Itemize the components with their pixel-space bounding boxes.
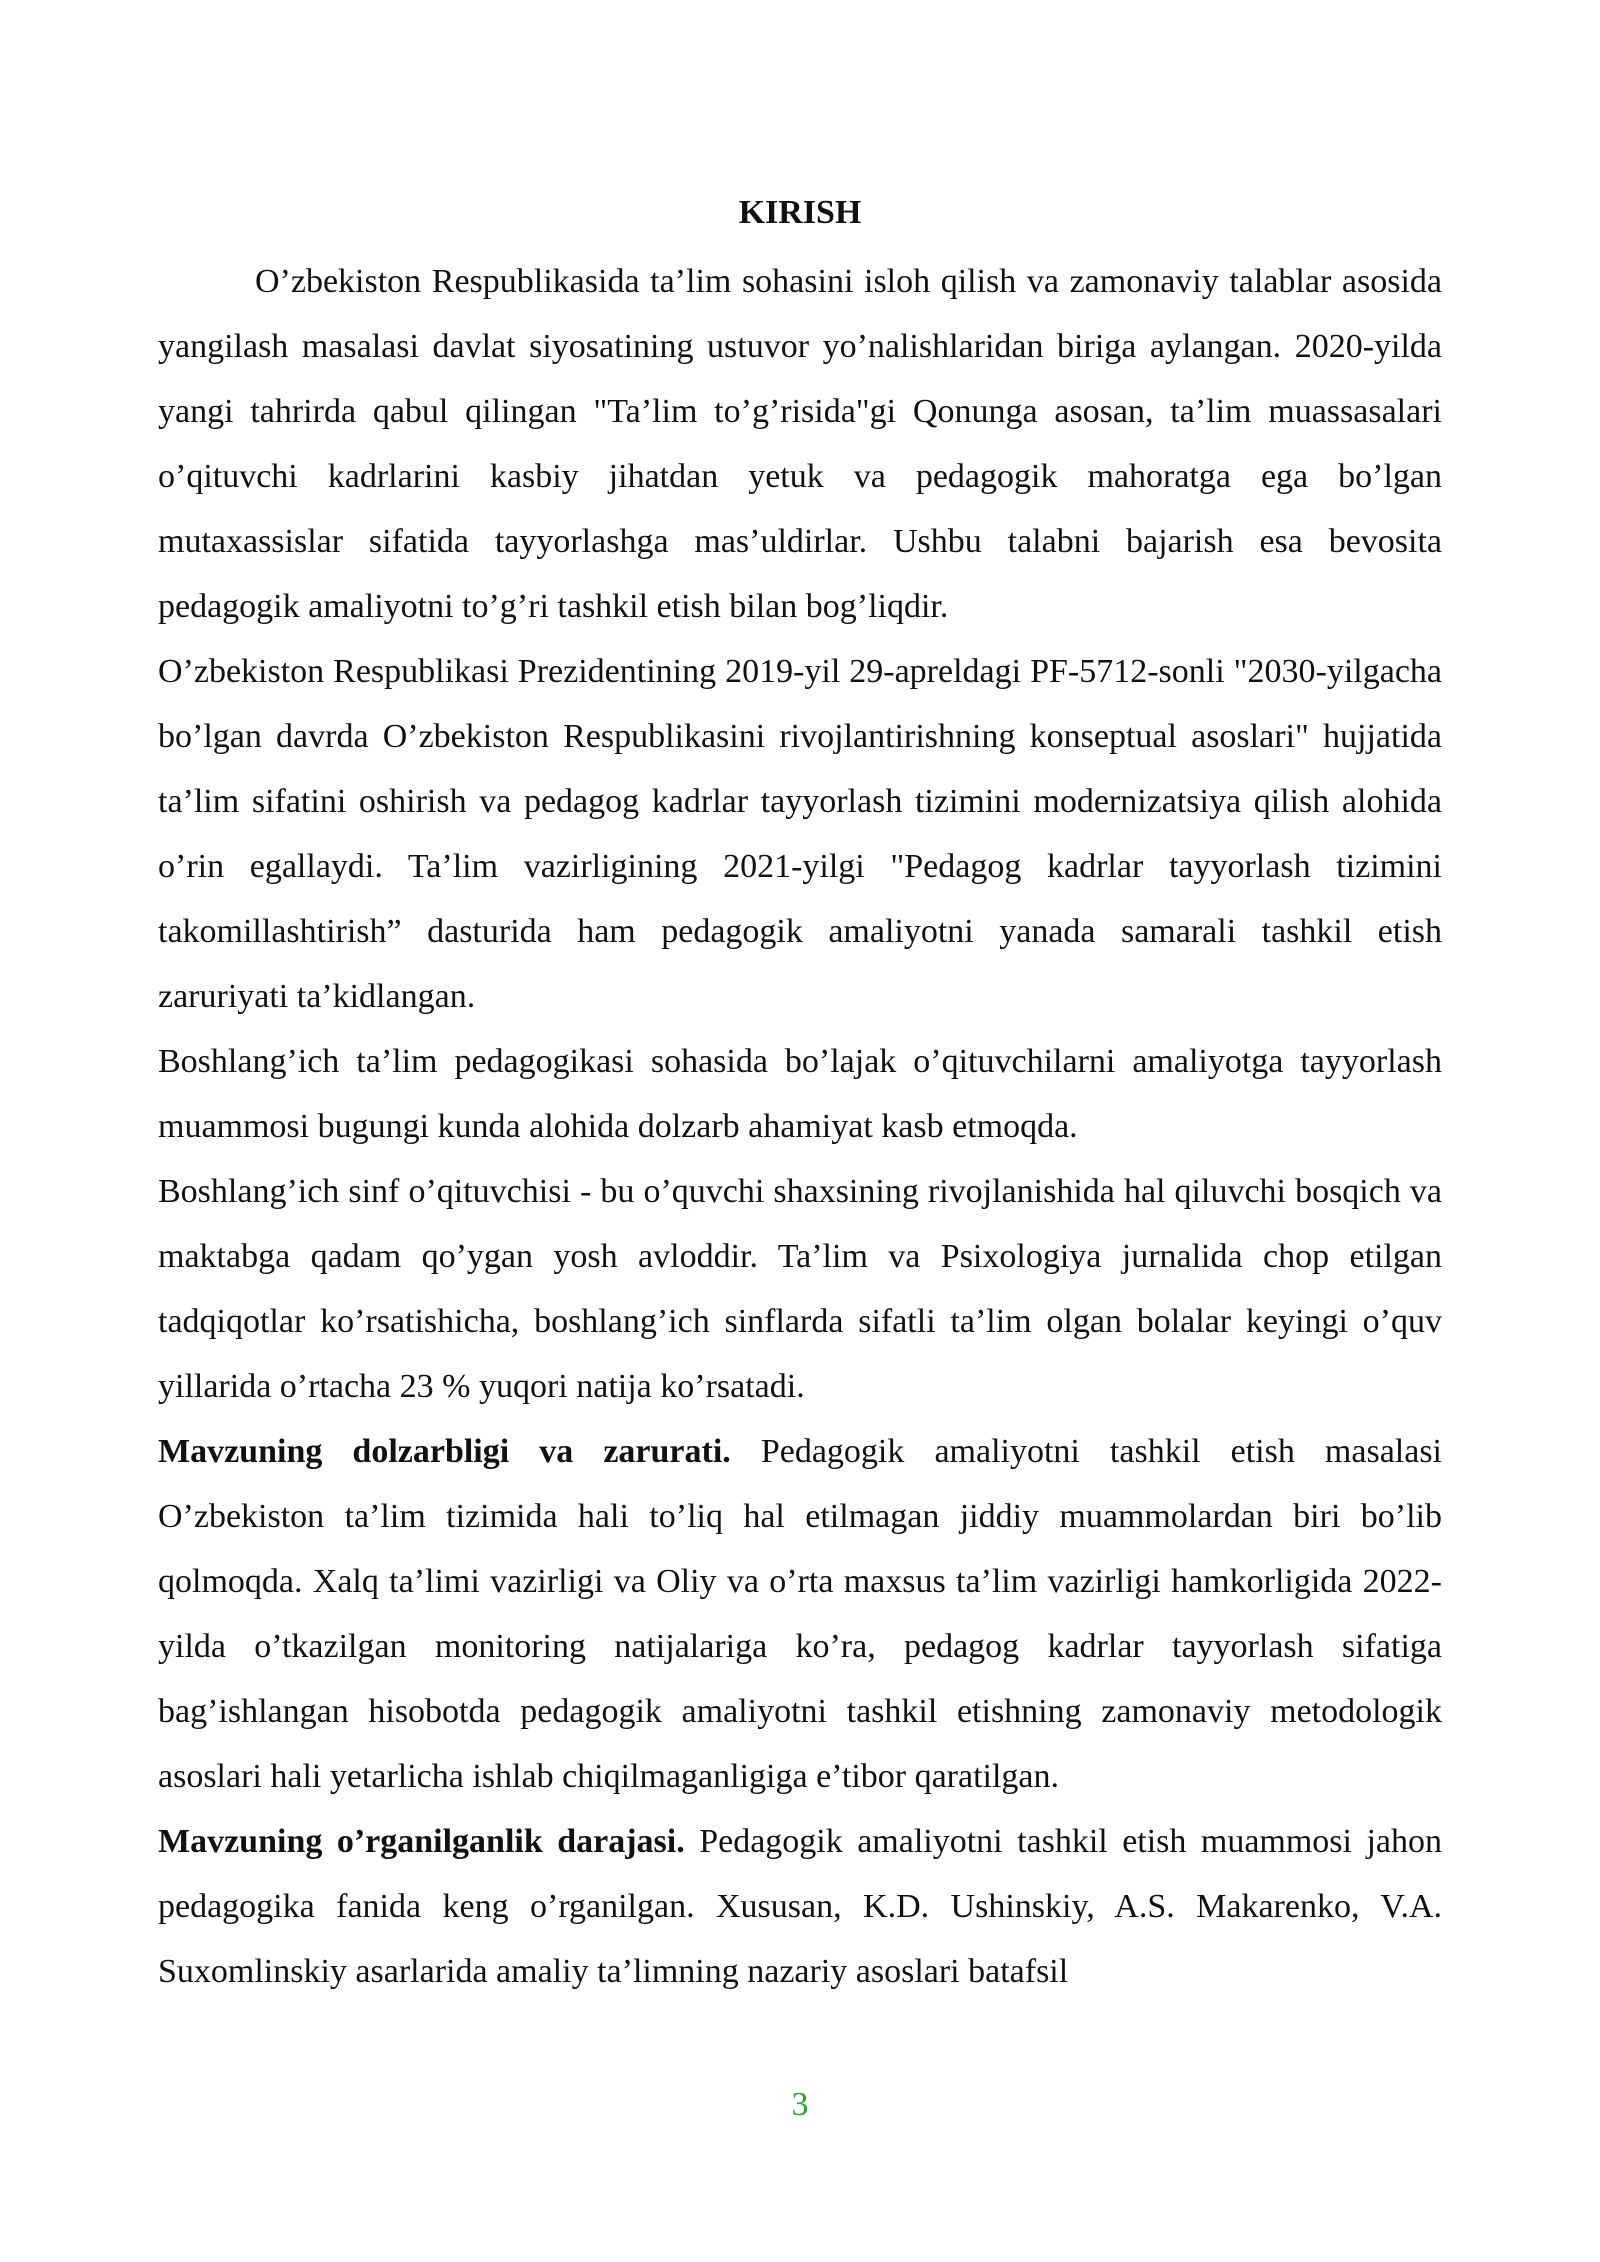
- paragraph-primary-education: [158, 1029, 1442, 1159]
- paragraph-study-level: [158, 1809, 1442, 2004]
- page-number: 3: [791, 2086, 809, 2123]
- paragraph-primary-teacher: [158, 1159, 1442, 1419]
- paragraph-text: O’zbekiston Respublikasida ta’lim sohasini isloh qilish va zamonaviy talablar asosida yangilash masalasi davlat siyosatining ustuvor yo’nalishlaridan biriga aylangan. 2020-yilda yangi tahrirda qabul qilingan "Ta’lim to’g’risida"gi Qonunga asosan, ta’lim muassasalari o’qituvchi kadrlarini kasbiy jihatdan yetuk va pedagogik mahoratga ega bo’lgan mutaxassislar sifatida tayyorlashga mas’uldirlar. Ushbu talabni bajarish esa bevosita pedagogik amaliyotni to’g’ri tashkil etish bilan bog’liqdir.: [158, 263, 1442, 625]
- section-heading: KIRISH: [738, 194, 862, 231]
- page-content: [158, 185, 1442, 2004]
- paragraph-text: Boshlang’ich sinf o’qituvchisi - bu o’quvchi shaxsining rivojlanishida hal qiluvchi bosqich va maktabga qadam qo’ygan yosh avloddir. Ta’lim va Psixologiya jurnalida chop etilgan tadqiqotlar ko’rsatishicha, boshlang’ich sinflarda sifatli ta’lim olgan bolalar keyingi o’quv yillarida o’rtacha 23 % yuqori natija ko’rsatadi.: [158, 1173, 1442, 1405]
- paragraph-text: O’zbekiston Respublikasi Prezidentining 2019-yil 29-apreldagi PF-5712-sonli "2030-yilgacha bo’lgan davrda O’zbekiston Respublikasini rivojlantirishning konseptual asoslari" hujjatida ta’lim sifatini oshirish va pedagog kadrlar tayyorlash tizimini modernizatsiya qilish alohida o’rin egallaydi. Ta’lim vazirligining 2021-yilgi "Pedagog kadrlar tayyorlash tizimini takomillashtirish” dasturida ham pedagogik amaliyotni yanada samarali tashkil etish zaruriyati ta’kidlangan.: [158, 653, 1442, 1015]
- paragraph-intro: [158, 249, 1442, 639]
- paragraph-presidential-decree: [158, 639, 1442, 1029]
- paragraph-text: Boshlang’ich ta’lim pedagogikasi sohasida bo’lajak o’qituvchilarni amaliyotga tayyorlash muammosi bugungi kunda alohida dolzarb ahamiyat kasb etmoqda.: [158, 1043, 1442, 1145]
- paragraph-lead-study-level: Mavzuning o’rganilganlik darajasi.: [158, 1823, 685, 1860]
- paragraph-text: Pedagogik amaliyotni tashkil etish masalasi O’zbekiston ta’lim tizimida hali to’liq hal etilmagan jiddiy muammolardan biri bo’lib qolmoqda. Xalq ta’limi vazirligi va Oliy va o’rta maxsus ta’lim vazirligi hamkorligida 2022-yilda o’tkazilgan monitoring natijalariga ko’ra, pedagog kadrlar tayyorlash sifatiga bag’ishlangan hisobotda pedagogik amaliyotni tashkil etishning zamonaviy metodologik asoslari hali yetarlicha ishlab chiqilmaganligiga e’tibor qaratilgan.: [158, 1433, 1442, 1795]
- paragraph-lead-relevance: Mavzuning dolzarbligi va zarurati.: [158, 1433, 731, 1470]
- paragraph-relevance: [158, 1419, 1442, 1809]
- paragraph-text: Pedagogik amaliyotni tashkil etish muammosi jahon pedagogika fanida keng o’rganilgan. Xususan, K.D. Ushinskiy, A.S. Makarenko, V.A. Suxomlinskiy asarlarida amaliy ta’limning nazariy asoslari batafsil: [158, 1823, 1442, 1990]
